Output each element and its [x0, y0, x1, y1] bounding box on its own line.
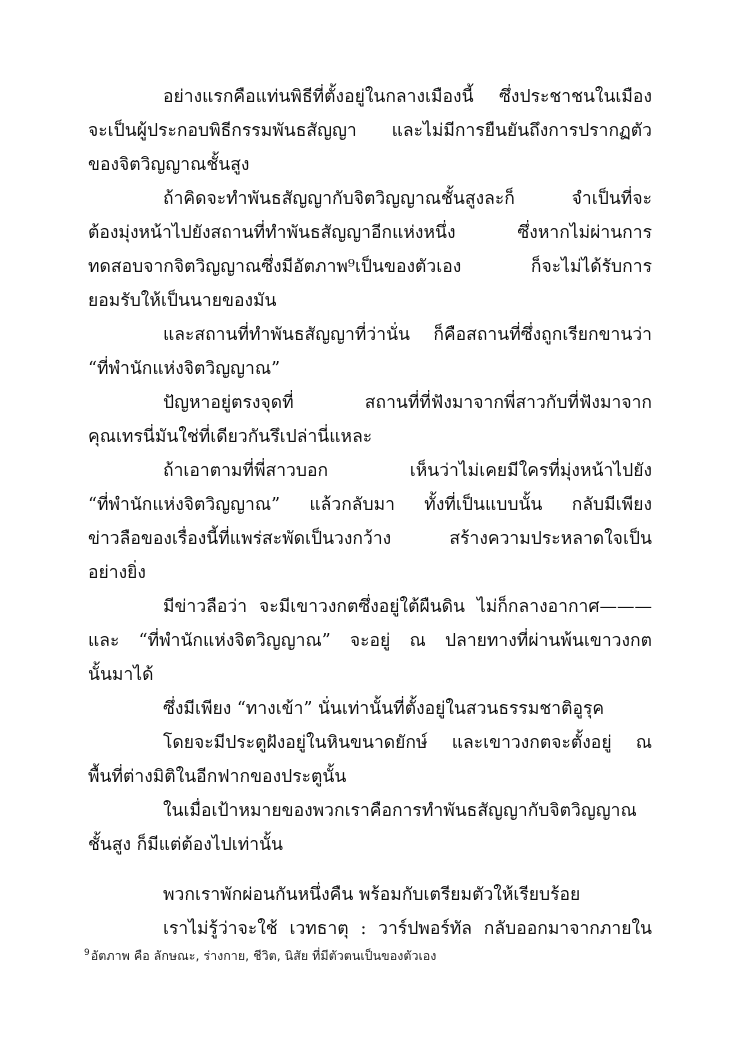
paragraph-5-line-4: อย่างยิ่ง: [88, 563, 146, 583]
paragraph-11-line-1: เราไม่รู้ว่าจะใช้ เวทธาตุ : วาร์ปพอร์ทัล กลับออกมาจากภายใน: [163, 919, 652, 939]
paragraph-6-line-1: มีข่าวลือว่า จะมีเขาวงกตซึ่งอยู่ใต้ผืนดิน ไม่ก็กลางอากาศ———: [163, 597, 652, 617]
paragraph-8-line-2: พื้นที่ต่างมิติในอีกฟากของประตูนั้น: [88, 767, 347, 787]
paragraph-7-line-1: ซึ่งมีเพียง “ทางเข้า” นั่นเท่านั้นที่ตั้งอยู่ในสวนธรรมชาติอูรุค: [163, 699, 605, 719]
paragraph-4-line-2: คุณเทรนี่มันใช่ที่เดียวกันรึเปล่านี่แหละ: [88, 427, 373, 447]
paragraph-1-line-2: จะเป็นผู้ประกอบพิธีกรรมพันธสัญญา และไม่มีการยืนยันถึงการปรากฏตัว: [88, 121, 652, 141]
footnote: [84, 942, 436, 967]
paragraph-3-line-2: “ที่พำนักแห่งจิตวิญญาณ”: [88, 359, 281, 379]
paragraph-8-line-1: โดยจะมีประตูฝังอยู่ในหินขนาดยักษ์ และเขาวงกตจะตั้งอยู่ ณ: [163, 733, 652, 753]
paragraph-2-line-1: ถ้าคิดจะทำพันธสัญญากับจิตวิญญาณชั้นสูงละก็ จำเป็นที่จะ: [163, 189, 652, 209]
paragraph-5-line-3: ข่าวลือของเรื่องนี้ที่แพร่สะพัดเป็นวงกว้าง สร้างความประหลาดใจเป็น: [88, 529, 652, 549]
paragraph-2-line-4: ยอมรับให้เป็นนายของมัน: [88, 291, 277, 311]
paragraph-5-line-1: ถ้าเอาตามที่พี่สาวบอก เห็นว่าไม่เคยมีใครที่มุ่งหน้าไปยัง: [163, 461, 652, 481]
paragraph-3-line-1: และสถานที่ทำพันธสัญญาที่ว่านั่น ก็คือสถานที่ซึ่งถูกเรียกขานว่า: [163, 325, 652, 345]
paragraph-6-line-3: นั้นมาได้: [88, 665, 154, 685]
paragraph-1-line-1: อย่างแรกคือแท่นพิธีที่ตั้งอยู่ในกลางเมืองนี้ ซึ่งประชาชนในเมือง: [163, 87, 652, 107]
paragraph-4-line-1: ปัญหาอยู่ตรงจุดที่ สถานที่ที่ฟังมาจากพี่สาวกับที่ฟังมาจาก: [163, 393, 652, 413]
footnote-marker: 9: [84, 948, 90, 958]
paragraph-10-line-1: พวกเราพักผ่อนกันหนึ่งคืน พร้อมกับเตรียมตัวให้เรียบร้อย: [163, 885, 581, 905]
paragraph-9-line-1: ในเมื่อเป้าหมายของพวกเราคือการทำพันธสัญญากับจิตวิญญาณ: [163, 801, 637, 821]
paragraph-9-line-2: ชั้นสูง ก็มีแต่ต้องไปเท่านั้น: [88, 835, 284, 855]
paragraph-2-line-2: ต้องมุ่งหน้าไปยังสถานที่ทำพันธสัญญาอีกแห่งหนึ่ง ซึ่งหากไม่ผ่านการ: [88, 223, 652, 243]
footnote-text: อัตภาพ คือ ลักษณะ, ร่างกาย, ชีวิต, นิสัย ที่มีตัวตนเป็นของตัวเอง: [90, 948, 437, 963]
paragraph-2-line-3: ทดสอบจากจิตวิญญาณซึ่งมีอัตภาพ⁹เป็นของตัวเอง ก็จะไม่ได้รับการ: [88, 257, 652, 277]
paragraph-5-line-2: “ที่พำนักแห่งจิตวิญญาณ” แล้วกลับมา ทั้งที่เป็นแบบนั้น กลับมีเพียง: [88, 495, 652, 515]
paragraph-1-line-3: ของจิตวิญญาณชั้นสูง: [88, 155, 250, 175]
paragraph-6-line-2: และ “ที่พำนักแห่งจิตวิญญาณ” จะอยู่ ณ ปลายทางที่ผ่านพ้นเขาวงกต: [88, 631, 652, 651]
